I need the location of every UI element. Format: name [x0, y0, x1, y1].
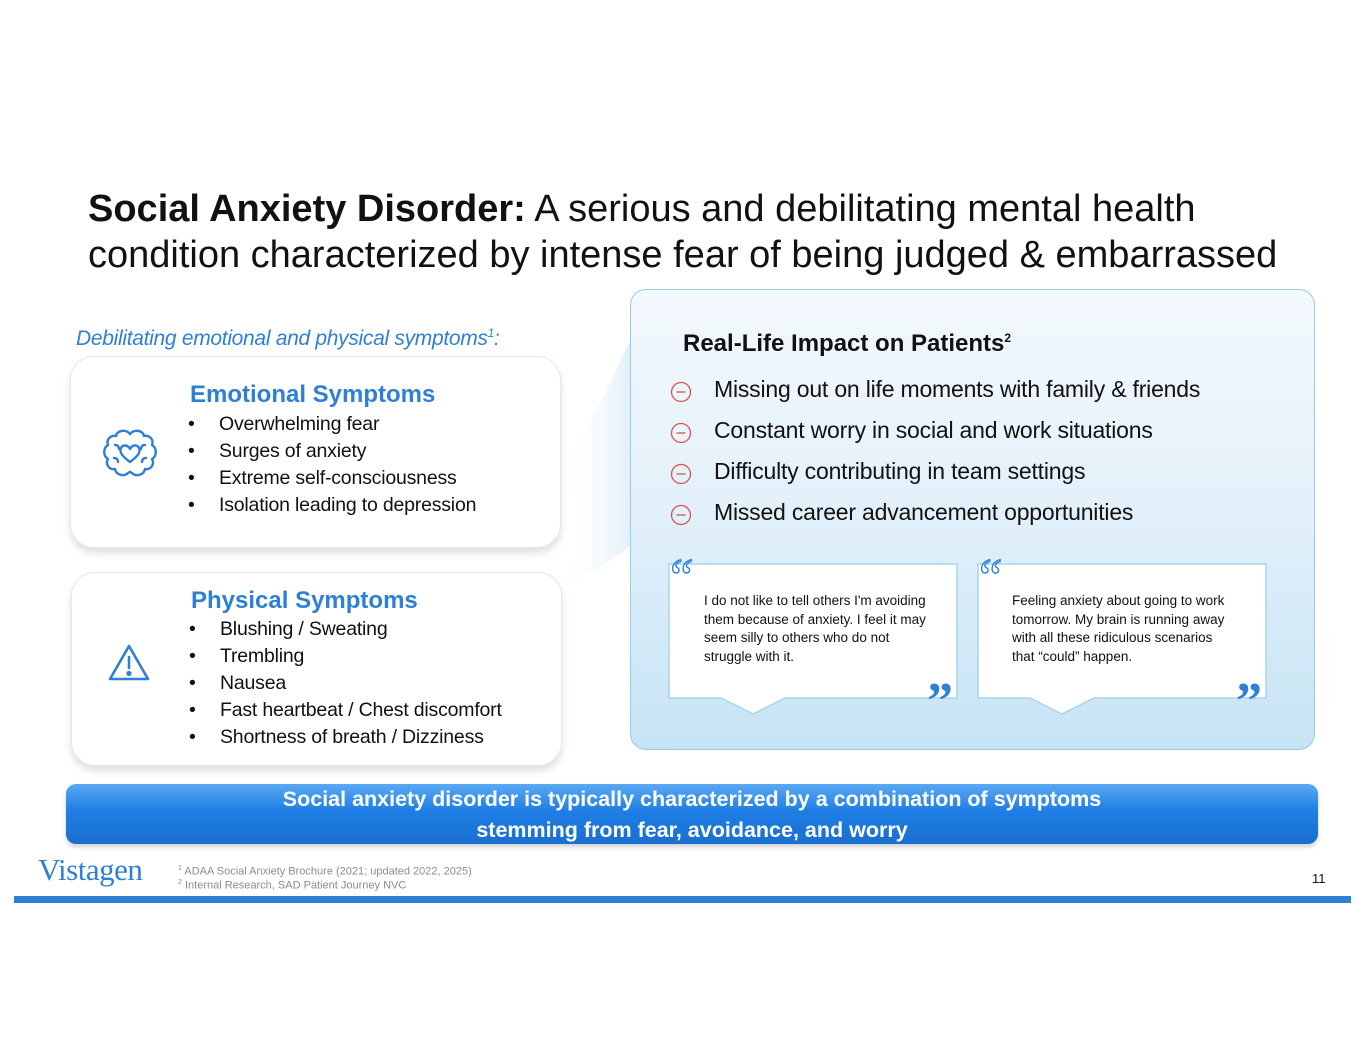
summary-banner-line2: stemming from fear, avoidance, and worry — [476, 818, 908, 842]
slide-title — [88, 186, 1288, 278]
physical-symptoms-list — [189, 616, 502, 751]
slide-title-bold: Social Anxiety Disorder: — [88, 188, 526, 230]
footnote — [178, 879, 406, 892]
svg-text:“: “ — [974, 556, 1003, 586]
svg-text:”: ” — [1236, 678, 1262, 708]
emotional-symptom-item: • Isolation leading to depression — [188, 492, 476, 519]
footnote — [178, 865, 472, 878]
symptoms-heading-suffix: : — [494, 327, 500, 350]
impact-item-text: Missed career advancement opportunities — [714, 499, 1134, 525]
patient-quote-text: I do not like to tell others I'm avoiding them because of anxiety. I feel it may seem silly to others who do not struggle with it. — [704, 593, 926, 664]
footnote-text: ADAA Social Anxiety Brochure (2021; updated 2022, 2025) — [184, 865, 472, 878]
impact-title-sup: 2 — [1004, 331, 1012, 345]
summary-banner-line1: Social anxiety disorder is typically characterized by a combination of symptoms — [282, 787, 1102, 811]
open-quote-icon — [974, 556, 1012, 586]
brain-heart-icon — [102, 428, 158, 485]
emotional-symptom-item: • Surges of anxiety — [188, 438, 476, 465]
footer-accent-bar — [14, 896, 1351, 903]
close-quote-icon — [1236, 678, 1272, 708]
impact-title-text: Real-Life Impact on Patients — [683, 330, 1005, 357]
impact-title — [683, 330, 1011, 358]
footnote-num: 1 — [178, 865, 182, 872]
impact-item — [669, 497, 1200, 538]
impact-item — [669, 415, 1200, 456]
impact-item-text: Constant worry in social and work situations — [714, 417, 1153, 443]
open-quote-icon — [665, 556, 703, 586]
symptoms-heading-sup: 1 — [487, 326, 495, 340]
physical-symptom-item: • Trembling — [189, 643, 502, 670]
patient-quote-card — [974, 554, 1274, 719]
physical-symptoms-title: Physical Symptoms — [191, 587, 418, 614]
minus-circle-icon — [670, 504, 692, 526]
physical-symptom-item: • Fast heartbeat / Chest discomfort — [189, 697, 502, 724]
emotional-symptom-item: • Overwhelming fear — [188, 411, 476, 438]
emotional-symptoms-list — [188, 411, 476, 519]
svg-text:“: “ — [665, 556, 694, 586]
impact-item-text: Difficulty contributing in team settings — [714, 458, 1086, 484]
symptoms-heading — [76, 326, 500, 351]
warning-triangle-icon — [107, 643, 151, 688]
company-logo: Vistagen — [38, 852, 143, 887]
physical-symptom-item: • Shortness of breath / Dizziness — [189, 724, 502, 751]
svg-text:”: ” — [927, 678, 953, 708]
impact-item-text: Missing out on life moments with family & friends — [714, 376, 1201, 402]
impact-list — [669, 374, 1200, 538]
real-life-impact-panel — [630, 289, 1315, 750]
minus-circle-icon — [670, 463, 692, 485]
footnote-num: 2 — [178, 879, 182, 886]
slide-title-regular: A serious and debilitating mental health condition characterized by intense fear of being judged & embarrassed — [88, 188, 1278, 276]
physical-symptom-item: • Blushing / Sweating — [189, 616, 502, 643]
physical-symptoms-card — [71, 572, 562, 766]
patient-quote-card — [665, 554, 965, 719]
emotional-symptoms-card — [70, 356, 561, 548]
footnote-text: Internal Research, SAD Patient Journey NVC — [184, 879, 407, 892]
minus-circle-icon — [670, 381, 692, 403]
impact-item — [669, 456, 1200, 497]
symptoms-heading-text: Debilitating emotional and physical symptoms — [76, 327, 488, 350]
emotional-symptom-item: • Extreme self-consciousness — [188, 465, 476, 492]
summary-banner — [66, 784, 1318, 844]
page-number: 11 — [1312, 871, 1326, 886]
close-quote-icon — [927, 678, 963, 708]
minus-circle-icon — [670, 422, 692, 444]
impact-item — [669, 374, 1200, 415]
physical-symptom-item: • Nausea — [189, 670, 502, 697]
patient-quote-text: Feeling anxiety about going to work tomorrow. My brain is running away with all these ridiculous scenarios that “could” happen. — [1012, 593, 1225, 664]
emotional-symptoms-title: Emotional Symptoms — [190, 381, 436, 408]
